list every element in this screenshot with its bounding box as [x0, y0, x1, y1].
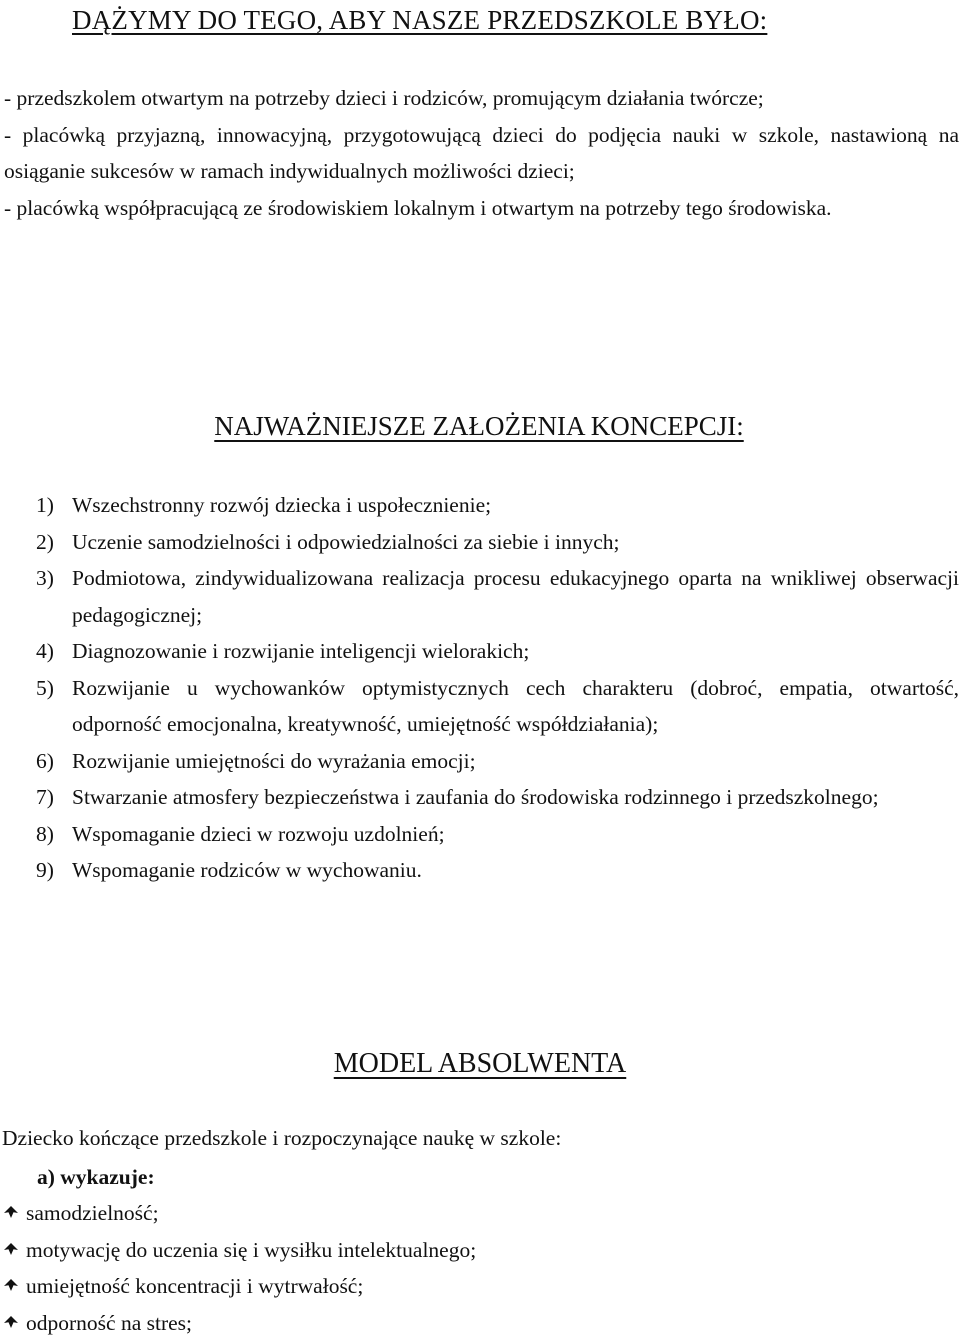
goal-paragraph: - placówką współpracującą ze środowiskiem lokalnym i otwartym na potrzeby tego środowiska.: [4, 190, 959, 227]
pointer-bullet-icon: [4, 1316, 18, 1328]
list-item-text: Wszechstronny rozwój dziecka i uspołecznienie;: [72, 493, 491, 517]
heading-goals: DĄŻYMY DO TEGO, ABY NASZE PRZEDSZKOLE BYŁO:: [72, 0, 767, 40]
list-item-text: Rozwijanie u wychowanków optymistycznych cech charakteru (dobroć, empatia, otwartość, odporność emocjonalna, kreatywność, umiejętność współdziałania);: [72, 676, 959, 737]
goals-section: [4, 80, 959, 226]
list-item: [36, 743, 959, 780]
list-item-text: samodzielność;: [26, 1201, 159, 1225]
heading-model: MODEL ABSOLWENTA: [0, 1042, 960, 1086]
pointer-bullet-icon: [4, 1206, 18, 1218]
list-item: [36, 779, 959, 816]
list-item: [36, 487, 959, 524]
list-number: 8): [36, 816, 54, 853]
goal-paragraph: - przedszkolem otwartym na potrzeby dzieci i rodziców, promującym działania twórcze;: [4, 80, 959, 117]
pointer-bullet-icon: [4, 1243, 18, 1255]
list-item-text: Uczenie samodzielności i odpowiedzialności za siebie i innych;: [72, 530, 619, 554]
list-item-text: motywację do uczenia się i wysiłku intelektualnego;: [26, 1238, 476, 1262]
model-bullet-list: [4, 1195, 476, 1341]
list-item-text: Stwarzanie atmosfery bezpieczeństwa i zaufania do środowiska rodzinnego i przedszkolnego;: [72, 785, 879, 809]
list-number: 7): [36, 779, 54, 816]
list-number: 1): [36, 487, 54, 524]
heading-assumptions: [0, 404, 960, 448]
list-item: [36, 633, 959, 670]
model-lead-text: Dziecko kończące przedszkole i rozpoczynające naukę w szkole:: [2, 1120, 561, 1157]
pointer-bullet-icon: [4, 1279, 18, 1291]
goal-paragraph: - placówką przyjazną, innowacyjną, przygotowującą dzieci do podjęcia nauki w szkole, nastawioną na osiąganie sukcesów w ramach indywidualnych możliwości dzieci;: [4, 117, 959, 190]
list-number: 4): [36, 633, 54, 670]
list-item: [4, 1232, 476, 1269]
list-item: [4, 1268, 476, 1305]
list-item-text: Diagnozowanie i rozwijanie inteligencji wielorakich;: [72, 639, 529, 663]
assumptions-list: [36, 487, 959, 889]
list-number: 5): [36, 670, 54, 707]
list-item: [36, 816, 959, 853]
heading-assumptions-text: NAJWAŻNIEJSZE ZAŁOŻENIA KONCEPCJI:: [214, 411, 743, 441]
list-item-text: Podmiotowa, zindywidualizowana realizacja procesu edukacyjnego oparta na wnikliwej obserwacji pedagogicznej;: [72, 566, 959, 627]
model-sublabel: a) wykazuje:: [37, 1159, 155, 1196]
list-number: 9): [36, 852, 54, 889]
list-item: [36, 852, 959, 889]
list-item-text: Wspomaganie rodziców w wychowaniu.: [72, 858, 422, 882]
list-item: [36, 524, 959, 561]
list-item-text: umiejętność koncentracji i wytrwałość;: [26, 1274, 363, 1298]
list-item: [36, 670, 959, 743]
list-item-text: odporność na stres;: [26, 1311, 192, 1335]
list-item: [4, 1195, 476, 1232]
list-item-text: Rozwijanie umiejętności do wyrażania emocji;: [72, 749, 476, 773]
list-item-text: Wspomaganie dzieci w rozwoju uzdolnień;: [72, 822, 445, 846]
list-item: [4, 1305, 476, 1341]
list-item: [36, 560, 959, 633]
list-number: 3): [36, 560, 54, 597]
list-number: 6): [36, 743, 54, 780]
list-number: 2): [36, 524, 54, 561]
